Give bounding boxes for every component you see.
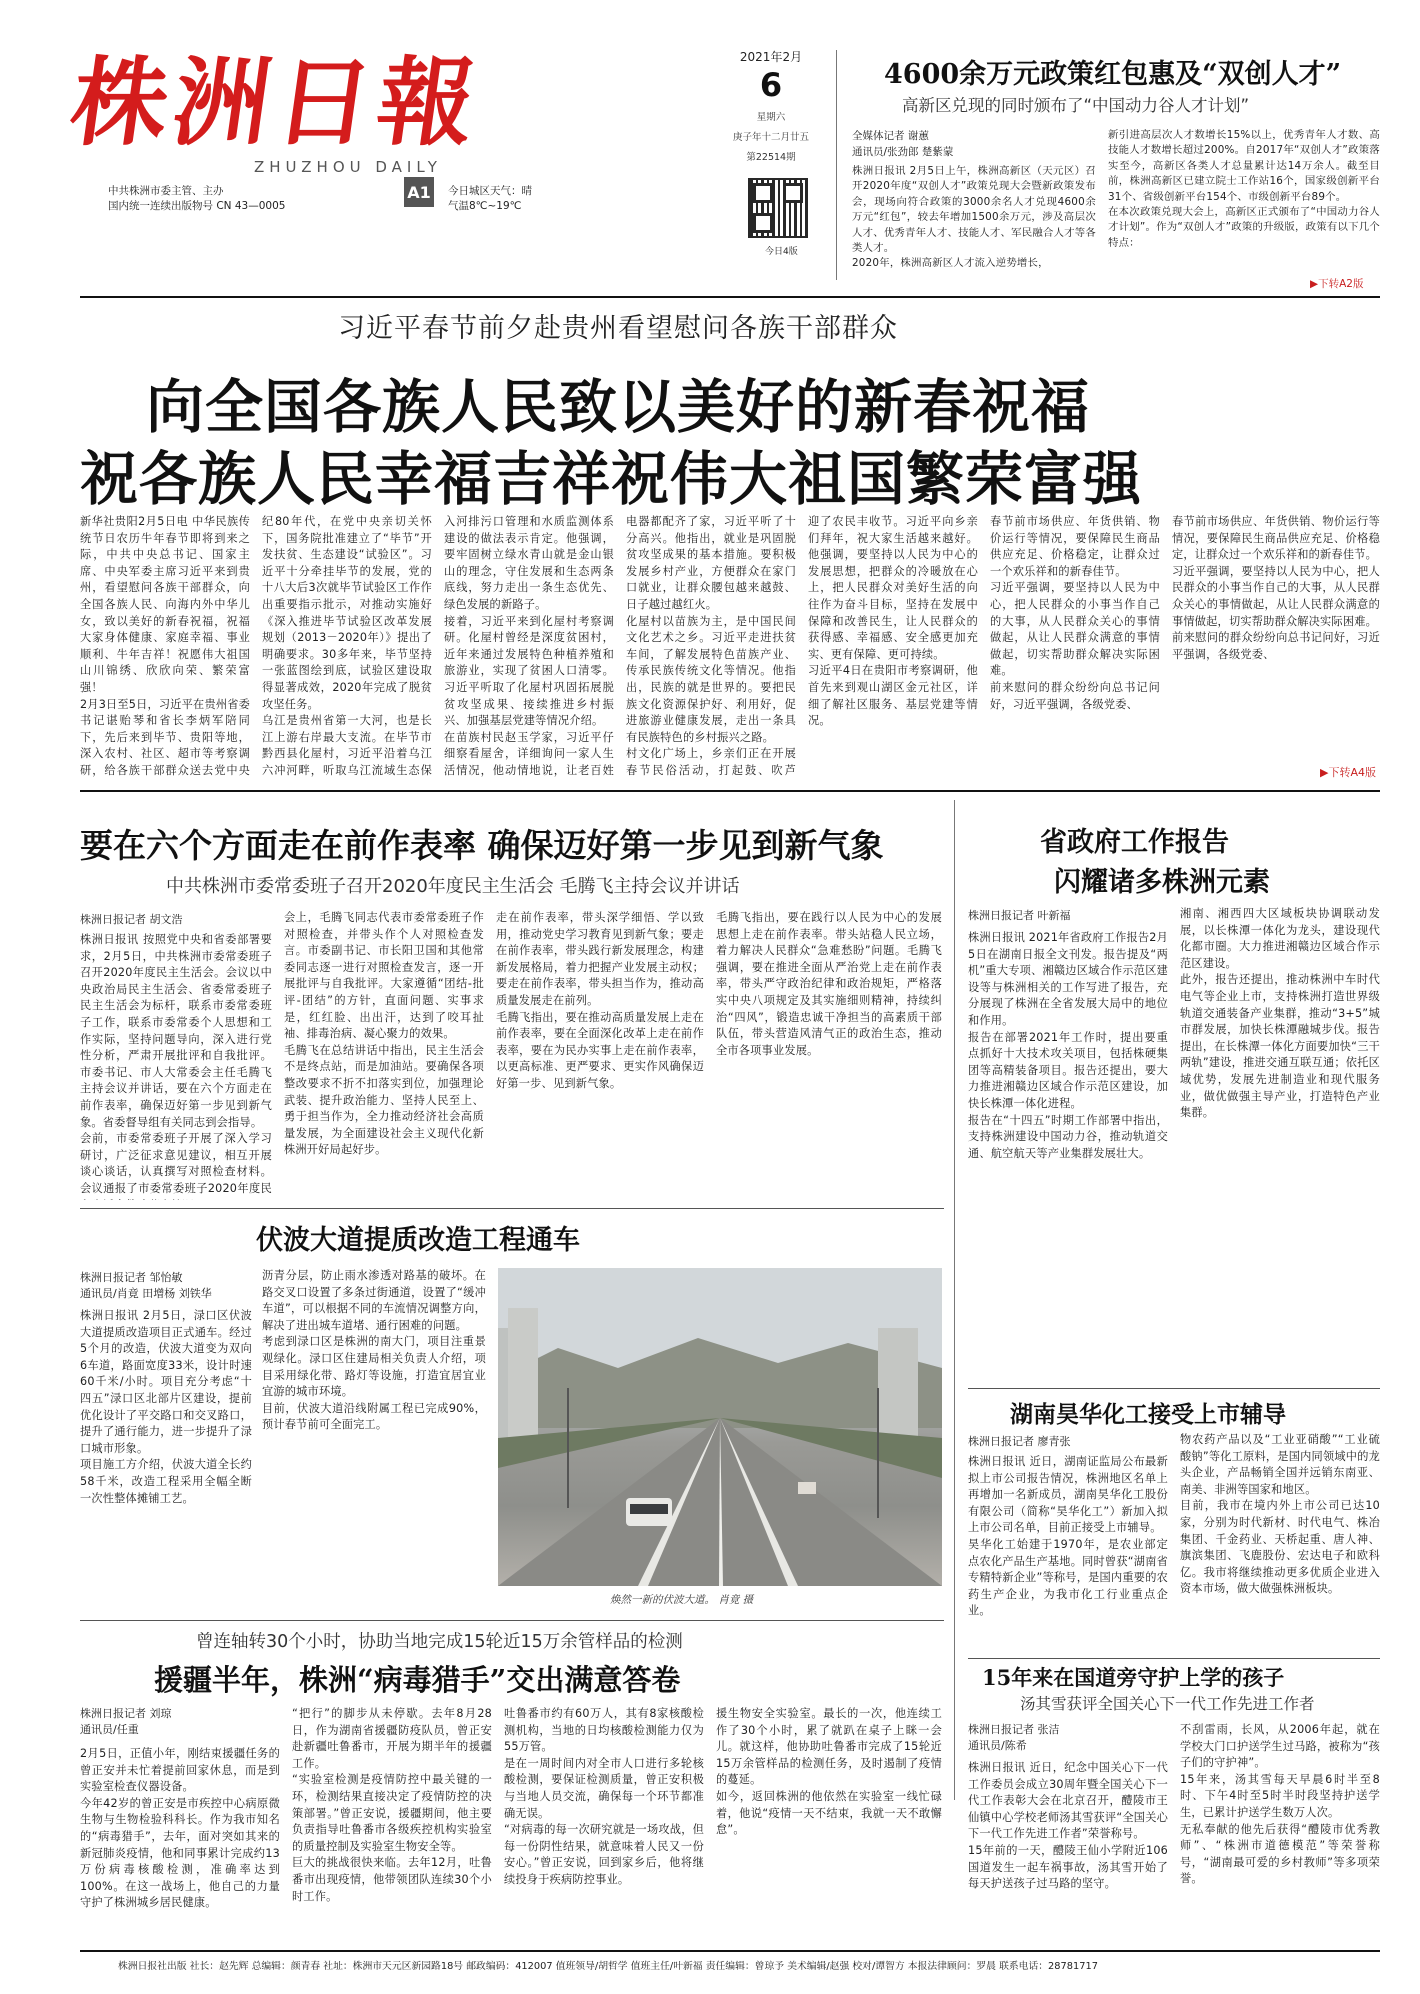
guard-byline2: 通讯员/陈希: [968, 1739, 1027, 1752]
province-col1: 株洲日报讯 2021年省政府工作报告2月5日在湖南日报全文刊发。报告提及“两机”重大专项、湘赣边区域合作示范区建设等与株洲相关的工作写进了报告，充分展现了株洲在全省发展大局中的地位和作用。 报告在部署2021年工作时，提出要重点抓好十大技术攻关项目，包括株硬集团等高精装备项目。报告还提出，要大力推进湘赣边区域合作示范区建设，加快长株潭一体化进程。 报告在“十四五”时期工作部署中指出，支持株洲建设中国动力谷，推动轨道交通、航空航天等产业集群发展壮大。: [968, 931, 1168, 1160]
road-byline1: 株洲日报记者 邹怡敏: [80, 1271, 183, 1284]
top-story-byline1: 全媒体记者 谢蕙: [852, 130, 929, 142]
lead-col-1: 新华社贵阳2月5日电 中华民族传统节日农历牛年春节即将到来之际，中共中央总书记、国家主席、中央军委主席习近平来到贵州，看望慰问各族干部群众，向全国各族人民、向海内外中华儿女，致以美好的新春祝福，祝福大家身体健康、家庭幸福、事业顺利、牛年吉祥！祝愿伟大祖国山川锦绣、欣欣向荣、繁荣富强！ 2月3日至5日，习近平在贵州省委书记谌贻琴和省长李炳军陪同下，先后来到毕节、贵阳等地，深入农村、社区、超市等考察调研，给各族干部群众送去党中央: [80, 515, 250, 777]
story2-col-1: 株洲日报讯 按照党中央和省委部署要求，2月5日，中共株洲市委常委班子召开2020年度民主生活会。会议以中央政治局民主生活会、省委常委班子民主生活会为标杆，联系市委常委班子工作，联系市委常委个人思想和工作实际，坚持问题导向，深入进行党性分析，严肃开展批评和自我批评。市委书记、市人大常委会主任毛腾飞主持会议并讲话，要在六个方面走在前作表率，确保迈好第一步见到新气象。省委督导组有关同志到会指导。 会前，市委常委班子开展了深入学习研讨，广泛征求意见建议，相互开展谈心谈话，认真撰写对照检查材料。会议通报了市委常委班子2020年度民: [80, 933, 272, 1195]
story2-byline: 株洲日报记者 胡文浩: [80, 913, 183, 926]
date-lunar: 庚子年十二月廿五: [732, 132, 809, 143]
page-count: 今日4版: [765, 247, 798, 257]
masthead-serial: 国内统一连续出版物号 CN 43—0005: [108, 200, 286, 212]
virus-col-2: “把行”的脚步从未停歇。去年8月28日，作为湖南省援疆防疫队员，曾正安赴新疆吐鲁番市，开展为期半年的援疆工作。 “实验室检测是疫情防控中最关键的一环，检测结果直接决定了疫情防控的决策部署。”曾正安说，援疆期间，他主要负责指导吐鲁番市各级疾控机构实验室的质量控制及实验室生物安全等。 巨大的挑战很快来临。去年12月，吐鲁番市出现疫情，他带领团队连续30个小时工作。: [292, 1707, 492, 1903]
huahua-title: 湖南昊华化工接受上市辅导: [1010, 1401, 1286, 1428]
province-title-line2: 闪耀诸多株洲元素: [1054, 867, 1270, 898]
province-col2: 湘南、湘西四大区域板块协调联动发展，以长株潭一体化为龙头，建设现代化都市圈。大力推进湘赣边区域合作示范区建设。 此外，报告还提出，推动株洲中车时代电气等企业上市，支持株洲打造世界级轨道交通装备产业集群，推动“3+5”城市群发展，加快长株潭融城步伐。报告提出，在长株潭一体化方面要加快“三干两轨”建设，推进交通互联互通；依托区域优势，发展先进制造业和现代服务业，做优做强主导产业，打造特色产业集群。: [1180, 907, 1380, 1120]
virus-col-4: 援生物安全实验室。最长的一次，他连续工作了30个小时，累了就趴在桌子上眯一会儿。就这样，他协助吐鲁番市完成了15轮近15万余管样品的检测任务，及时遏制了疫情的蔓延。 如今，返回株洲的他依然在实验室一线忙碌着，他说“疫情一天不结束，我就一天不敢懈怠”。: [716, 1707, 942, 1837]
province-byline: 株洲日报记者 叶新福: [968, 909, 1071, 922]
road-col2: 沥青分层，防止雨水渗透对路基的破坏。在路交叉口设置了多条过街通道，设置了“缓冲车道”，可以根据不同的车流情况调整方向，解决了进出城车道堵、通行困难的问题。 考虑到渌口区是株洲的南大门，项目注重景观绿化。渌口区住建局相关负责人介绍，项目采用绿化带、路灯等设施，打造宜居宜业宜游的城市环境。 目前，伏波大道沿线附属工程已完成90%，预计春节前可全面完工。: [262, 1269, 486, 1432]
huahua-col2: 物农药产品以及“工业亚硝酸”“工业硫酸钠”等化工原料，是国内同领域中的龙头企业，产品畅销全国并远销东南亚、南美、非洲等国家和地区。 目前，我市在境内外上市公司已达10家，分别为时代新材、时代电气、株冶集团、千金药业、天桥起重、唐人神、旗滨集团、飞鹿股份、宏达电子和欧科亿。我市将继续推动更多优质企业进入资本市场，做大做强株洲板块。: [1180, 1433, 1380, 1596]
weather-label: 今日城区天气：晴: [448, 185, 532, 197]
road-photo-caption: 焕然一新的伏波大道。 肖竟 摄: [610, 1594, 754, 1606]
lead-col-7-text: 春节前市场供应、年货供销、物价运行等情况，要保障民生商品供应充足、价格稳定，让群众过一个欢乐祥和的新春佳节。 习近平强调，要坚持以人民为中心，把人民群众的小事当作自己的大事，从人民群众关心的事情做起，从让人民群众满意的事情做起，切实帮助群众解决实际困难。 前来慰问的群众纷纷向总书记问好，习近平强调，各级党委、: [1172, 515, 1380, 661]
issue-number: 第22514期: [746, 152, 796, 163]
masthead-subtitle: ZHUZHOU DAILY: [254, 158, 442, 176]
virus-col-1: 2月5日，正值小年，刚结束援疆任务的曾正安并未忙着提前回家休息，而是到实验室检查仪器设备。 今年42岁的曾正安是市疾控中心病原微生物与生物检验科科长。作为我市知名的“病毒猎手”，去年，面对突如其来的新冠肺炎疫情，他和同事累计完成约13万份病毒核酸检测，准确率达到100%。在这一战场上，他自己的力量守护了株洲城乡居民健康。: [80, 1747, 280, 1910]
date-weekday: 星期六: [756, 112, 786, 123]
lead-title-line1: 向全国各族人民致以美好的新春祝福: [146, 373, 1091, 441]
footer-imprint: 株洲日报社出版 社长：赵先辉 总编辑：颜青春 社址：株洲市天元区新园路18号 邮政编码：412007 值班领导/胡哲学 值班主任/叶新福 责任编辑：曾琼予 美术编辑/赵强 校对/谭智方 本报法律顾问：罗晨 联系电话：28781717: [118, 1961, 1098, 1972]
virus-col-3: 吐鲁番市约有60万人，其有8家核酸检测机构，当地的日均核酸检测能力仅为55万管。 是在一周时间内对全市人口进行多轮核酸检测，要保证检测质量，曾正安积极与当地人员交流，确保每一个环节都准确无误。 “对病毒的每一次研究就是一场攻战，但每一份阴性结果，就意味着人民又一份安心。”曾正安说，回到家乡后，他将继续投身于疾病防控事业。: [504, 1707, 704, 1886]
qr-code-icon: [748, 178, 808, 238]
guard-subtitle: 汤其雪获评全国关心下一代工作先进工作者: [1020, 1695, 1315, 1713]
story2-col-2: 会上，毛腾飞同志代表市委常委班子作对照检查，并带头作个人对照检查发言。市委副书记、市长阳卫国和其他常委同志逐一进行对照检查发言，逐一开展批评与自我批评。大家遵循“团结-批评-团结”的方针，直面问题、实事求是，红红脸、出出汗，达到了咬耳扯袖、排毒治病、凝心聚力的效果。 毛腾飞在总结讲话中指出，民主生活会不是终点站，而是加油站。要确保各项整改要求不折不扣落实到位，加强理论武装、提升政治能力、坚持人民至上、勇于担当作为，全力推动经济社会高质量发展，为全面建设社会主义现代化新株洲开好局起好步。: [284, 911, 484, 1157]
story2-col-4: 毛腾飞指出，要在践行以人民为中心的发展思想上走在前作表率。带头站稳人民立场，着力解决人民群众“急难愁盼”问题。毛腾飞强调，要在推进全面从严治党上走在前作表率，带头严守政治纪律和政治规矩，严格落实中央八项规定及其实施细则精神，持续纠治“四风”，锻造忠诚干净担当的高素质干部队伍，带头营造风清气正的政治生态，推动全市各项事业发展。: [716, 911, 942, 1057]
road-photo-illustration: [498, 1268, 942, 1586]
province-title-line1: 省政府工作报告: [1040, 827, 1229, 858]
lead-col-5: 迎了农民丰收节。习近平向乡亲们拜年，祝大家生活越来越好。他强调，要坚持以人民为中心的发展思想，把群众的冷暖放在心上，把人民群众对美好生活的向往作为奋斗目标，坚持在发展中保障和改善民生，让人民群众的获得感、幸福感、安全感更加充实、更有保障、更可持续。 习近平4日在贵阳市考察调研，他首先来到观山湖区金元社区，详细了解社区服务、基层党建等情况。: [808, 515, 978, 728]
road-byline2: 通讯员/肖竟 田增杨 刘铁华: [80, 1287, 212, 1300]
date-box: [722, 48, 820, 168]
date-year-month: 2021年2月: [739, 50, 803, 64]
virus-byline1: 株洲日报记者 刘琼: [80, 1707, 172, 1720]
top-story-col2: 新引进高层次人才数增长15%以上，优秀青年人才数、高技能人才数增长超过200%。自2017年“双创人才”政策落实至今，高新区各类人才总量累计达14万余人。截至目前，株洲高新区已建立院士工作站16个，国家级创新平台31个、省级创新平台154个、市级创新平台89个。 在本次政策兑现大会上，高新区正式颁布了“中国动力谷人才计划”。作为“双创人才”政策的升级版，政策有以下几个特点：: [1108, 129, 1380, 249]
virus-title: 援疆半年，株洲“病毒猎手”交出满意答卷: [154, 1663, 681, 1697]
guard-title: 15年来在国道旁守护上学的孩子: [982, 1665, 1285, 1690]
page-number-badge: [404, 177, 434, 207]
road-photo: [498, 1268, 942, 1586]
masthead-title: 株洲日報: [64, 46, 489, 159]
lead-col-7: [1172, 514, 1380, 778]
top-story-col1: 株洲日报讯 2月5日上午，株洲高新区（天元区）召开2020年度“双创人才”政策兑现大会暨新政策发布会，现场向符合政策的3000余名人才兑现4600余万元“红包”，较去年增加1500余万元，涉及高层次人才、优秀青年人才、技能人才、军民融合人才等各类人才。 2020年，株洲高新区人才流入逆势增长，: [852, 165, 1096, 270]
story2-title: 要在六个方面走在前作表率 确保迈好第一步见到新气象: [80, 826, 884, 865]
road-title: 伏波大道提质改造工程通车: [256, 1225, 580, 1256]
lead-col-6: 春节前市场供应、年货供销、物价运行等情况，要保障民生商品供应充足、价格稳定，让群众过一个欢乐祥和的新春佳节。 习近平强调，要坚持以人民为中心，把人民群众的小事当作自己的大事，从人民群众关心的事情做起，从让人民群众满意的事情做起，切实帮助群众解决实际困难。 前来慰问的群众纷纷向总书记问好，习近平强调，各级党委、: [990, 515, 1160, 711]
date-day: 6: [759, 66, 783, 104]
huahua-col1: 株洲日报讯 近日，湖南证监局公布最新拟上市公司报告情况，株洲地区名单上再增加一名新成员，湖南昊华化工股份有限公司（简称“昊华化工”）新加入拟上市公司名单，目前正接受上市辅导。 昊华化工始建于1970年，是农业部定点农化产品生产基地。同时曾获“湖南省专精特新企业”等称号，是国内重要的农药生产企业，为我市化工行业重点企业。: [968, 1455, 1168, 1618]
top-story-title: 4600余万元政策红包惠及“双创人才”: [884, 59, 1342, 90]
lead-title-line2: 祝各族人民幸福吉祥祝伟大祖国繁荣富强: [80, 445, 1143, 513]
page-number: A1: [407, 182, 431, 202]
lead-col-3: 入河排污口管理和水质监测体系建设的做法表示肯定。他强调，要牢固树立绿水青山就是金山银山的理念，守住发展和生态两条底线，努力走出一条生态优先、绿色发展的新路子。 接着，习近平来到化屋村考察调研。化屋村曾经是深度贫困村，近年来通过发展特色种植养殖和旅游业，实现了贫困人口清零。习近平听取了化屋村巩固拓展脱贫攻坚成果、接续推进乡村振兴、加强基层党建等情况介绍。 在苗族村民赵玉学家，习近平仔细察看屋舍，详细询问一家人生活情况，他动情地说，让老百姓: [444, 515, 614, 777]
road-col1: 株洲日报讯 2月5日，渌口区伏波大道提质改造项目正式通车。经过5个月的改造，伏波大道变为双向6车道，路面宽度33米，设计时速60千米/小时。项目充分考虑“十四五”渌口区北部片区建设，提前优化设计了平交路口和交叉路口，提升了通行能力，进一步提升了渌口城市形象。 项目施工方介绍，伏波大道全长约58千米，改造工程采用全幅全断一次性整体摊铺工艺。: [80, 1309, 252, 1505]
guard-byline1: 株洲日报记者 张洁: [968, 1723, 1060, 1736]
top-story-subtitle: 高新区兑现的同时颁布了“中国动力谷人才计划”: [902, 96, 1250, 115]
lead-columns: [80, 514, 1382, 780]
lead-col-2: 纪80年代，在党中央亲切关怀下，国务院批准建立了“毕节”开发扶贫、生态建设“试验区”。习近平十分牵挂毕节的发展，党的十八大后3次就毕节试验区工作作出重要指示批示，对推动实施好《深入推进毕节试验区改革发展规划（2013－2020年）》提出了明确要求。30多年来，毕节坚持一张蓝图绘到底，试验区建设取得显著成效，2020年完成了脱贫攻坚任务。 乌江是贵州省第一大河，也是长江上游右岸最大支流。在毕节市黔西县化屋村，习近平沿着乌江六冲河畔，听取乌江流域生态保: [262, 515, 432, 777]
masthead-sponsor: 中共株洲市委主管、主办: [108, 185, 224, 197]
guard-col2: 不刮雷雨，长风，从2006年起，就在学校大门口护送学生过马路，被称为“孩子们的守护神”。 15年来，汤其雪每天早晨6时半至8时、下午4时至5时半时段坚持护送学生，已累计护送学生数万人次。 无私奉献的他先后获得“醴陵市优秀教师”、“株洲市道德模范”等荣誉称号，“湖南最可爱的乡村教师”等多项荣誉。: [1180, 1723, 1380, 1886]
weather-temp: 气温8℃~19℃: [448, 200, 522, 212]
story2-col-3: 走在前作表率，带头深学细悟、学以致用，推动党史学习教育见到新气象；要走在前作表率，带头践行新发展理念，构建新发展格局，着力把握产业发展主动权；要走在前作表率，带头担当作为，推动高质量发展走在前列。 毛腾飞指出，要在推动高质量发展上走在前作表率，要在全面深化改革上走在前作表率，要在为民办实事上走在前作表率，以更高标准、更严要求、更实作风确保迈好第一步、见到新气象。: [496, 911, 704, 1090]
top-story-byline2: 通讯员/张劲郎 楚紫蒙: [852, 146, 954, 158]
top-story-continue[interactable]: ▶下转A2版: [1310, 278, 1364, 290]
guard-col1: 株洲日报讯 近日，纪念中国关心下一代工作委员会成立30周年暨全国关心下一代工作表彰大会在北京召开，醴陵市王仙镇中心学校老师汤其雪获评“全国关心下一代工作先进工作者”荣誉称号。 15年前的一天，醴陵王仙小学附近106国道发生一起车祸事故，汤其雪开始了每天护送孩子过马路的坚守。: [968, 1761, 1168, 1891]
virus-byline2: 通讯员/任重: [80, 1723, 139, 1736]
huahua-byline: 株洲日报记者 廖青张: [968, 1435, 1071, 1448]
lead-kicker: 习近平春节前夕赴贵州看望慰问各族干部群众: [338, 313, 898, 344]
virus-kicker: 曾连轴转30个小时，协助当地完成15轮近15万余管样品的检测: [196, 1632, 683, 1652]
lead-continue[interactable]: ▶下转A4版: [1320, 766, 1376, 779]
story2-subtitle: 中共株洲市委常委班子召开2020年度民主生活会 毛腾飞主持会议并讲话: [166, 876, 740, 897]
lead-col-4: 电器都配齐了家，习近平听了十分高兴。他指出，就业是巩固脱贫攻坚成果的基本措施。要积极发展乡村产业，方便群众在家门口就业，让群众腰包越来越鼓、日子越过越红火。 化屋村以苗族为主，是中国民间文化艺术之乡。习近平走进扶贫车间，了解发展特色苗族产业、传承民族传统文化等情况。他指出，民族的就是世界的。要把民族文化资源保护好、利用好，促进旅游业健康发展，走出一条具有民族特色的乡村振兴之路。 村文化广场上，乡亲们正在开展春节民俗活动，打起鼓、吹芦: [626, 515, 796, 777]
